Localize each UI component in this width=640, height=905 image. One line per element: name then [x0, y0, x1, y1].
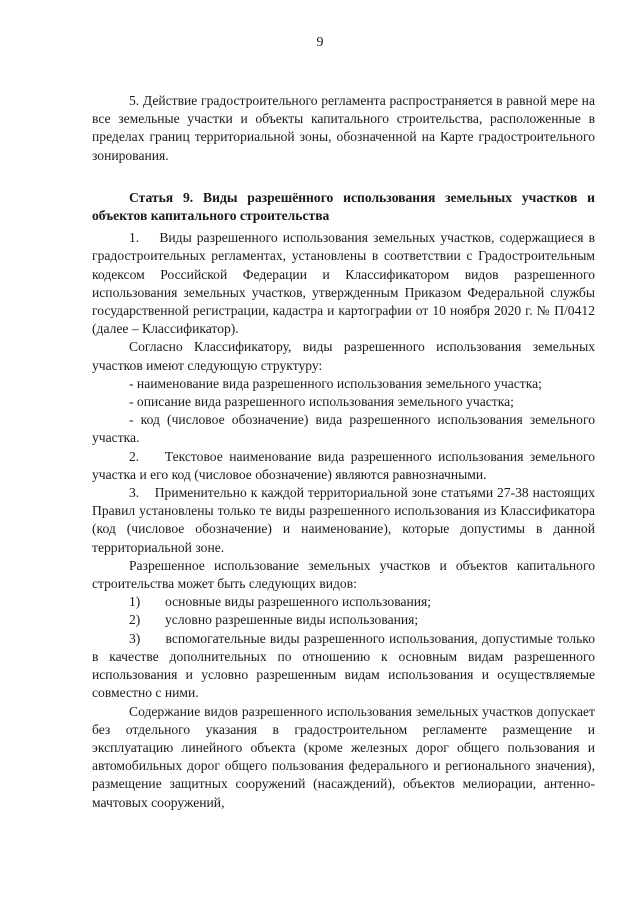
article-paragraph-1: 1. Виды разрешенного использования земельных участков, содержащиеся в градостроительных регламентах, установлены в соответствии с Градостроительным кодексом Российской Федерации и Классификатором видов разрешенного использования земельных участков, утвержденным Приказом Федеральной службы государственной регистрации, кадастра и картографии от 10 ноября 2020 г. № П/0412 (далее – Классификатор).: [92, 230, 595, 337]
article-paragraph-2: 2. Текстовое наименование вида разрешенного использования земельного участка и его код (числовое обозначение) являются равнозначными.: [92, 448, 595, 482]
list-number: 3): [129, 630, 141, 646]
list-item-conditional-types: [92, 611, 595, 629]
list-item-auxiliary-types: [92, 630, 595, 703]
document-body: [92, 92, 595, 812]
structure-item-description: - описание вида разрешенного использования земельного участка;: [129, 394, 514, 410]
list-number: 1): [129, 594, 141, 610]
list-number: 2): [129, 612, 141, 628]
list-text: вспомогательные виды разрешенного использования, допустимые только в качестве дополнительных по отношению к основным видам разрешенного использования и условно разрешенным видам использования и осуществляемые совместно с ними.: [92, 630, 595, 701]
list-text: основные виды разрешенного использования;: [165, 594, 432, 610]
article-paragraph-1b: Согласно Классификатору, виды разрешенного использования земельных участков имеют следующую структуру:: [92, 339, 595, 373]
structure-item-name: - наименование вида разрешенного использования земельного участка;: [129, 375, 542, 391]
article-paragraph-4: Содержание видов разрешенного использования земельных участков допускает без отдельного указания в градостроительном регламенте размещение и эксплуатацию линейного объекта (кроме железных дорог общего пользования и автомобильных дорог общего пользования федерального и регионального значения), размещение защитных сооружений (насаждений), объектов мелиорации, антенно-мачтовых сооружений,: [92, 703, 595, 810]
paragraph-5: 5. Действие градостроительного регламента распространяется в равной мере на все земельные участки и объекты капитального строительства, расположенные в пределах границ территориальной зоны, обозначенной на Карте градостроительного зонирования.: [92, 93, 595, 163]
article-paragraph-3b: Разрешенное использование земельных участков и объектов капитального строительства может быть следующих видов:: [92, 557, 595, 592]
list-item-main-types: [92, 593, 595, 611]
list-text: условно разрешенные виды использования;: [165, 612, 419, 628]
page-number: 9: [316, 35, 324, 50]
article-heading: Статья 9. Виды разрешённого использования земельных участков и объектов капитального строительства: [92, 189, 595, 224]
structure-item-code: - код (числовое обозначение) вида разрешенного использования земельного участка.: [92, 412, 595, 446]
article-paragraph-3: 3. Применительно к каждой территориальной зоне статьями 27-38 настоящих Правил установлены только те виды разрешенного использования из Классификатора (код (числовое обозначение) и наименование), которые допустимы в данной территориальной зоне.: [92, 485, 595, 555]
